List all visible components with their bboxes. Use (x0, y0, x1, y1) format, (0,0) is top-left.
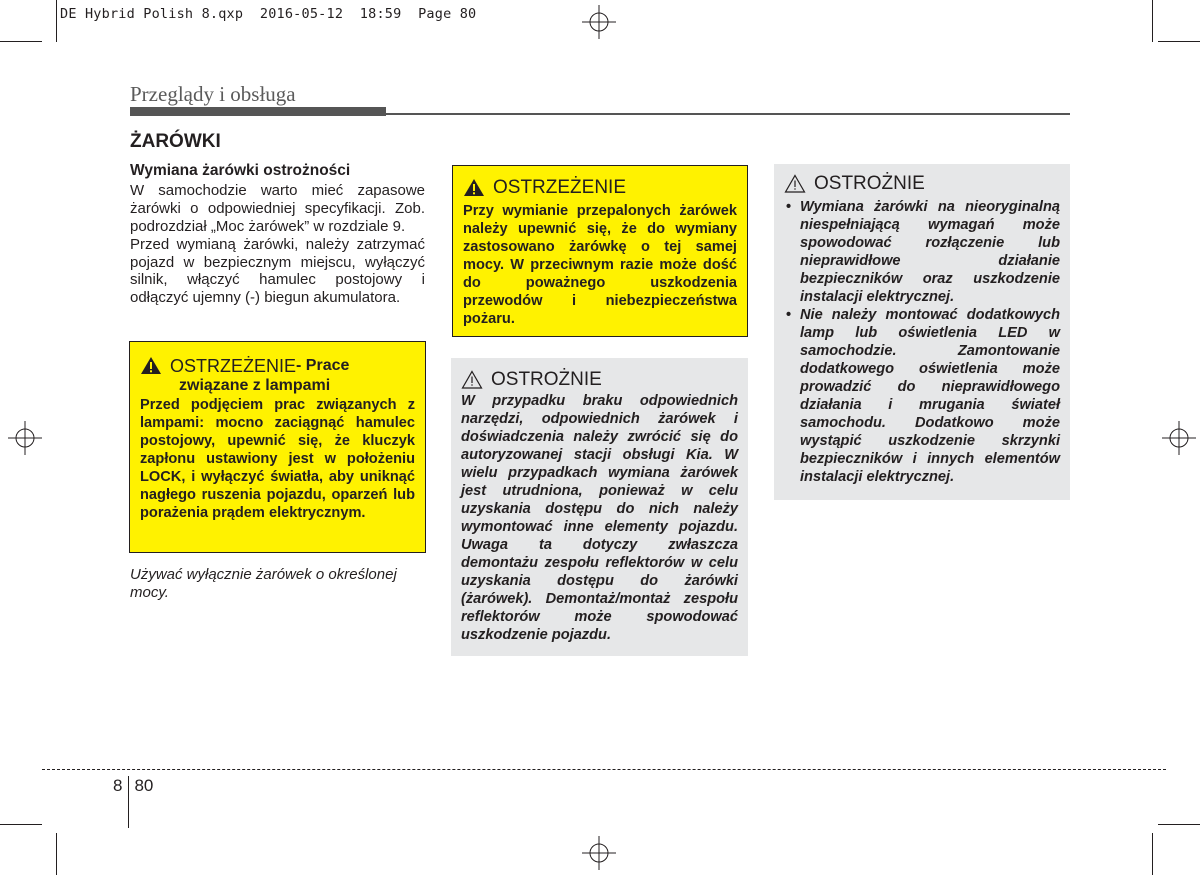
left-column (130, 162, 425, 307)
chapter-number: 8 (113, 776, 123, 795)
paragraph-before-replacement: Przed wymianą żarówki, należy zatrzymać pojazd w bezpiecznym miejscu, wyłączyć silnik, włączyć hamulec postojowy i odłączyć ujemny (-) biegun akumulatora. (130, 235, 425, 307)
registration-mark-icon (582, 836, 616, 870)
paragraph-spare-bulbs: W samochodzie warto mieć zapasowe żarówki o odpowiedniej specyfikacji. Zob. podrozdział „Moc żarówek” w rozdziale 9. (130, 181, 425, 235)
crop-mark (1158, 41, 1200, 42)
caution-title (784, 174, 1060, 194)
caution-box-service (451, 358, 748, 656)
header-divider (386, 113, 1070, 115)
caution-list (784, 198, 1060, 486)
caution-title-text: OSTROŻNIE (814, 173, 925, 194)
note-bulb-wattage: Używać wyłącznie żarówek o określonej mocy. (130, 566, 397, 601)
warning-title (140, 356, 415, 376)
subsection-heading: Wymiana żarówki ostrożności (130, 162, 351, 179)
header-bar (130, 107, 386, 116)
caution-title-text: OSTROŻNIE (491, 369, 602, 390)
caution-body: W przypadku braku odpowiednich narzędzi, odpowiednich żarówek i doświadczenia należy zwrócić się do autoryzowanej stacji obsługi Kia. W wielu przypadkach wymiana żarówek jest utrudniona, ponieważ w celu uzyskania dostępu do nich należy wymontować inne elementy pojazdu. Uwaga ta dotyczy zwłaszcza demontażu zespołu reflektorów w celu uzyskania dostępu do żarówki (żarówek). Demontaż/montaż zespołu reflektorów może spowodować uszkodzenie pojazdu. (461, 393, 738, 643)
registration-mark-icon (582, 5, 616, 39)
crop-mark (0, 41, 42, 42)
warning-title-suffix: - Prace (296, 357, 350, 374)
warning-body: Przed podjęciem prac związanych z lampami: mocno zaciągnąć hamulec postojowy, upewnić się, że kluczyk zapłonu ustawiony jest w położeniu LOCK, i wyłączyć światła, aby uniknąć nagłego ruszenia pojazdu, oparzeń lub porażenia prądem elektrycznym. (140, 397, 415, 521)
caution-outline-triangle-icon (784, 174, 806, 193)
crop-mark (0, 824, 42, 825)
warning-filled-triangle-icon (140, 356, 162, 375)
page-number-separator (128, 776, 129, 828)
caution-outline-triangle-icon (461, 370, 483, 389)
warning-title (463, 178, 737, 198)
registration-mark-icon (1162, 421, 1196, 455)
warning-title-line2: związane z lampami (179, 377, 331, 394)
list-item: • Wymiana żarówki na nieoryginalną niespełniającą wymagań może spowodować rozłączenie lub nieprawidłowe działanie bezpieczników oraz uszkodzenie instalacji elektrycznej. (784, 198, 1060, 306)
warning-filled-triangle-icon (463, 178, 485, 197)
crop-mark (1152, 0, 1153, 42)
caution-box-non-original (774, 164, 1070, 500)
warning-box-lamps (129, 341, 426, 553)
footer-dashed-line (42, 769, 1166, 770)
page-number (113, 776, 153, 828)
warning-box-bulb-power (452, 165, 748, 337)
crop-mark (1152, 833, 1153, 875)
print-slug: DE Hybrid Polish 8.qxp 2016-05-12 18:59 Page 80 (60, 6, 477, 22)
list-item: • Nie należy montować dodatkowych lamp lub oświetlenia LED w samochodzie. Zamontowanie dodatkowego oświetlenia może prowadzić do nieprawidłowego działania i mrugania świateł samochodu. Dodatkowo może wystąpić uszkodzenie skrzynki bezpieczników i innych elementów instalacji elektrycznej. (784, 306, 1060, 486)
crop-mark (1158, 824, 1200, 825)
crop-mark (56, 0, 57, 42)
registration-mark-icon (8, 421, 42, 455)
crop-mark (56, 833, 57, 875)
page-title: ŻARÓWKI (130, 131, 221, 152)
section-title: Przeglądy i obsługa (130, 82, 296, 106)
warning-title-text: OSTRZEŻENIE (493, 177, 627, 198)
caution-title (461, 370, 738, 390)
warning-title-text: OSTRZEŻENIE (170, 356, 297, 376)
warning-body: Przy wymianie przepalonych żarówek należy upewnić się, że do wymiany zastosowano żarówkę o tej samej mocy. W przeciwnym razie może dość do poważnego uszkodzenia przewodów i niebezpieczeństwa pożaru. (463, 203, 737, 327)
page-number-value: 80 (134, 776, 154, 795)
